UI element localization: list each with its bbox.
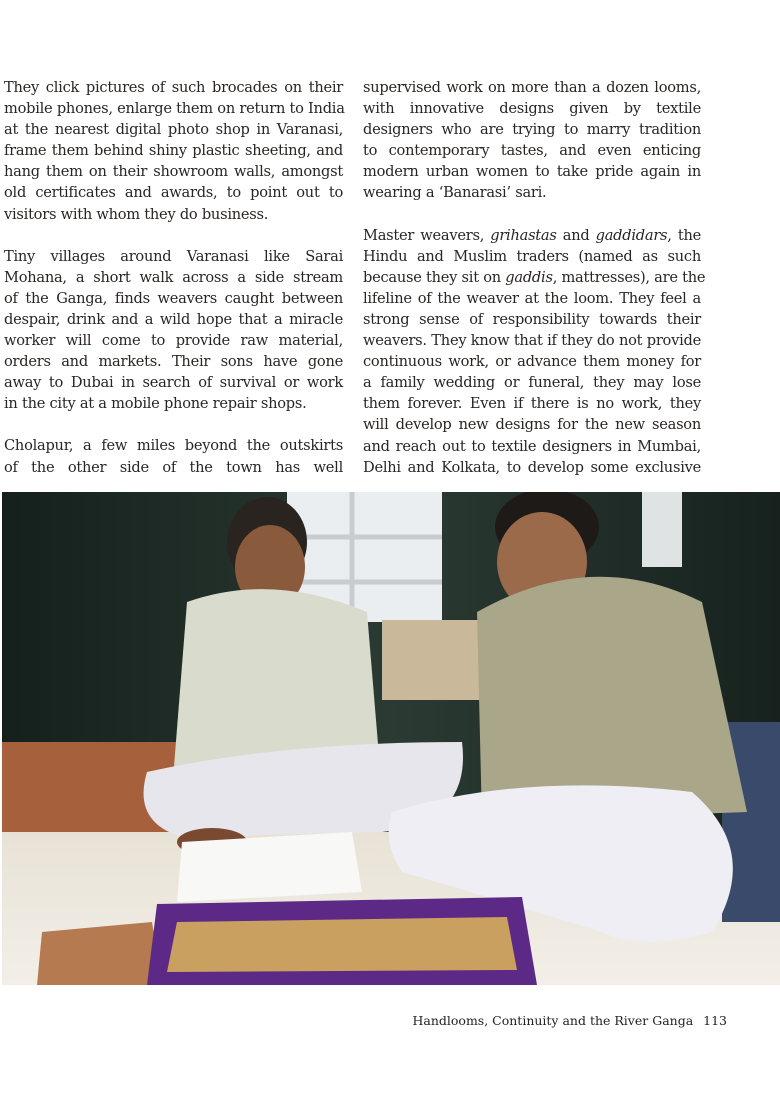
text-line	[4, 140, 343, 161]
text-line	[4, 309, 343, 330]
text-segment: weavers. They know that if they do not provide	[363, 332, 701, 350]
design-paper	[177, 832, 362, 902]
text-line	[363, 182, 701, 203]
text-line	[363, 436, 701, 457]
text-segment: supervised work on more than a dozen looms,	[363, 79, 701, 96]
text-segment: Tiny villages around Varanasi like Sarai	[4, 247, 343, 265]
text-line	[363, 161, 701, 182]
text-segment: Cholapur, a few miles beyond the outskirts	[4, 437, 343, 455]
text-segment: despair, drink and a wild hope that a miracle	[4, 310, 343, 328]
text-segment: continuous work, or advance them money for	[363, 353, 701, 371]
text-segment: , mattresses), are the	[552, 268, 706, 286]
text-line	[4, 119, 343, 140]
text-line	[363, 351, 701, 372]
text-column-right	[363, 77, 706, 499]
text-segment: visitors with whom they do business.	[4, 205, 269, 223]
text-line	[363, 393, 701, 414]
text-segment: hang them on their showroom walls, amongst	[4, 163, 343, 181]
text-line	[363, 372, 701, 393]
text-line	[4, 98, 343, 119]
text-line	[363, 267, 706, 288]
text-segment: strong sense of responsibility towards their	[363, 310, 701, 328]
page-number: 113	[703, 1013, 727, 1028]
text-line	[363, 309, 701, 330]
paragraph	[363, 225, 706, 478]
text-segment: Master weavers,	[363, 226, 491, 244]
text-line	[363, 98, 701, 119]
text-line	[4, 182, 343, 203]
text-segment: of the other side of the town has well	[4, 458, 343, 476]
text-line	[363, 225, 701, 246]
text-segment: modern urban women to take pride again in	[363, 163, 701, 181]
text-segment: frame them behind shiny plastic sheeting, and	[4, 142, 343, 160]
text-line	[4, 267, 343, 288]
text-segment: at the nearest digital photo shop in Varanasi,	[4, 121, 343, 139]
text-line	[4, 351, 343, 372]
text-segment: and	[556, 226, 596, 244]
text-segment: Hindu and Muslim traders (named as such	[363, 247, 701, 265]
text-segment: away to Dubai in search of survival or work	[4, 374, 343, 392]
text-line	[363, 330, 701, 351]
text-segment: designers who are trying to marry tradition	[363, 121, 701, 139]
text-segment: They click pictures of such brocades on their	[4, 79, 343, 96]
text-line	[363, 77, 701, 98]
italic-term: gaddis	[505, 268, 553, 286]
page-footer	[406, 1013, 727, 1028]
text-line	[4, 161, 343, 182]
text-line	[363, 246, 701, 267]
text-segment: lifeline of the weaver at the loom. They feel a	[363, 289, 701, 307]
text-line	[4, 457, 343, 478]
text-line	[4, 77, 343, 98]
paragraph	[4, 77, 343, 225]
text-line	[4, 435, 343, 456]
text-segment: old certificates and awards, to point out to	[4, 184, 343, 202]
text-segment: will develop new designs for the new season	[363, 416, 701, 434]
text-line	[4, 288, 343, 309]
text-line	[4, 204, 343, 225]
italic-term: grihastas	[490, 226, 557, 244]
text-segment: worker will come to provide raw material,	[4, 332, 343, 350]
text-segment: with innovative designs given by textile	[363, 100, 701, 118]
text-segment: a family wedding or funeral, they may lose	[363, 374, 701, 392]
text-segment: Delhi and Kolkata, to develop some exclusive	[363, 458, 701, 476]
photo-illustration	[2, 492, 780, 985]
text-line	[363, 288, 701, 309]
text-line	[363, 140, 701, 161]
text-segment: orders and markets. Their sons have gone	[4, 353, 343, 371]
text-segment: in the city at a mobile phone repair shops.	[4, 395, 307, 413]
text-line	[4, 330, 343, 351]
running-title: Handlooms, Continuity and the River Ganga	[412, 1013, 694, 1028]
text-segment: of the Ganga, finds weavers caught between	[4, 289, 343, 307]
text-line	[4, 372, 343, 393]
text-segment: Mohana, a short walk across a side stream	[4, 268, 343, 286]
photo-weavers-with-sari	[2, 492, 780, 985]
text-segment: and reach out to textile designers in Mumbai,	[363, 437, 701, 455]
paragraph	[363, 77, 701, 204]
paragraph	[4, 435, 343, 477]
text-segment: because they sit on	[363, 268, 506, 286]
italic-term: gaddidars	[595, 226, 668, 244]
text-column-left	[4, 77, 343, 499]
text-line	[363, 414, 701, 435]
text-line	[363, 119, 701, 140]
text-segment: to contemporary tastes, and even enticing	[363, 142, 701, 160]
text-segment: them forever. Even if there is no work, they	[363, 395, 701, 413]
text-segment: wearing a ‘Banarasi’ sari.	[363, 184, 547, 202]
text-line	[363, 457, 701, 478]
text-line	[4, 246, 343, 267]
text-segment: , the	[667, 226, 701, 244]
text-line	[4, 393, 343, 414]
paragraph	[4, 246, 343, 415]
text-segment: mobile phones, enlarge them on return to India	[4, 100, 345, 118]
